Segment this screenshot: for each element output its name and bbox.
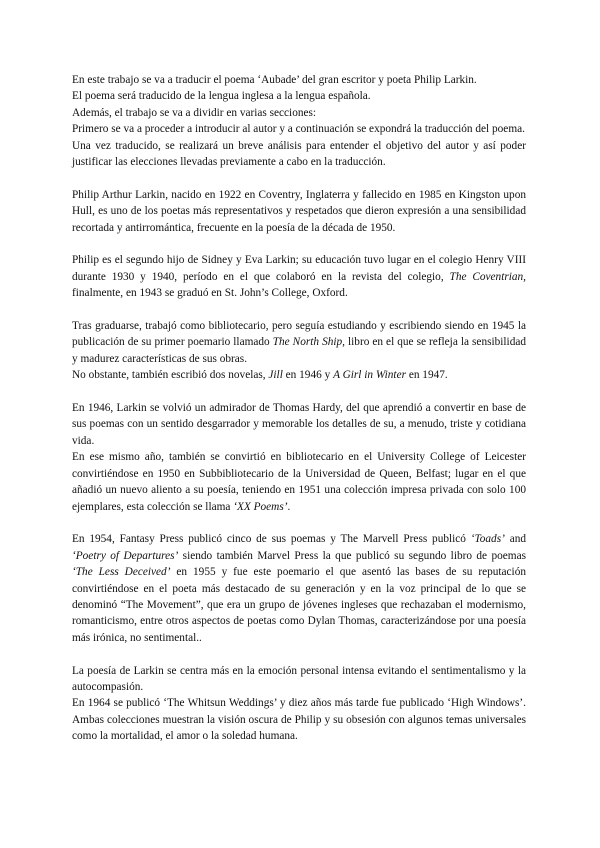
bio5-text-mid: siendo también Marvel Press la que publicó su segundo libro de poemas xyxy=(182,549,526,562)
paragraph-gap xyxy=(72,646,526,662)
bio5-and: and xyxy=(509,533,526,546)
bio-paragraph-5 xyxy=(72,531,526,646)
bio-paragraph-3 xyxy=(72,318,526,367)
style-paragraph-2: En 1964 se publicó ‘The Whitsun Weddings’ y diez años más tarde fue publicado ‘High Windows’. Ambas colecciones muestran la visión oscura de Philip y su obsesión con algunos temas universales como la mortalidad, el amor o la soledad humana. xyxy=(72,697,526,743)
bio-paragraph-4: En 1946, Larkin se volvió un admirador de Thomas Hardy, del que aprendió a convertir en base de sus poemas con un sentido desgarrador y memorable los detalles de su, a menudo, triste y cotidiana vida. xyxy=(72,402,526,447)
bio3-text: Tras graduarse, trabajó como bibliotecario, pero seguía estudiando y escribiendo siendo en 1945 la publicación de su primer poemario llamado xyxy=(72,320,526,349)
novels-text-mid: en 1946 y xyxy=(285,369,331,382)
library-text-end: . xyxy=(287,500,291,513)
novel-title-2: A Girl in Winter xyxy=(333,369,406,382)
bio2-text: Philip es el segundo hijo de Sidney y Eva Larkin; su educación tuvo lugar en el colegio Henry VIII durante 1930 y 1940, período en el que colaboró en la revista del colegio, xyxy=(72,254,526,283)
novels-text-end: en 1947. xyxy=(408,369,448,382)
paragraph-gap xyxy=(72,302,526,318)
bio5-text-end: en 1955 y fue este poemario el que asentó las bases de su reputación convirtiéndose en el poeta más destacado de su generación y en la voz principal de lo que se denominó “The Movement”, que era un grupo de jóvenes ingleses que rechazaban el modernismo, romanticismo, entre otros aspectos de poetas como Dylan Thomas, caracterizándose por una poesía más irónica, no sentimental.. xyxy=(72,566,526,644)
novel-title-1: Jill xyxy=(268,369,283,382)
intro-line-1: En este trabajo se va a traducir el poema ‘Aubade’ del gran escritor y poeta Philip Larkin. xyxy=(72,74,477,86)
bio3-text-end: libro en el que se refleja la sensibilidad y madurez características de sus obras. xyxy=(72,336,527,365)
document-body xyxy=(72,72,526,745)
bio-paragraph-1: Philip Arthur Larkin, nacido en 1922 en Coventry, Inglaterra y fallecido en 1985 en Kingston upon Hull, es uno de los poetas más representativos y respetados que dieron expresión a una sensibilidad recortada y antirromántica, frecuente en la poesía de la década de 1950. xyxy=(72,188,526,234)
book-title-less-deceived: ‘The Less Deceived’ xyxy=(72,566,171,579)
poem-title-toads: ‘Toads’ xyxy=(470,533,505,546)
bio-paragraph-2 xyxy=(72,252,526,301)
journal-title: The Coventrian, xyxy=(449,270,526,283)
poem-title-departures: ‘Poetry of Departures’ xyxy=(72,549,179,562)
intro-line-3: Además, el trabajo se va a dividir en varias secciones: xyxy=(72,106,317,119)
bio2-text-end: finalmente, en 1943 se graduó en St. John’s College, Oxford. xyxy=(72,287,348,300)
novels-line xyxy=(72,367,526,383)
intro-line-5: Una vez traducido, se realizará un breve análisis para entender el objetivo del autor y así poder justificar las elecciones llevadas previamente a cabo en la traducción. xyxy=(72,139,526,169)
first-book-title: The North Ship, xyxy=(272,336,345,349)
paragraph-gap xyxy=(72,515,526,531)
library-text: En ese mismo año, también se convirtió en bibliotecario en el University College of Leicester convirtiéndose en 1950 en Subbibliotecario de la Universidad de Queen, Belfast; lugar en el que añadió un nuevo aliento a su poesía, teniendo en 1951 una colección impresa privada con solo 100 ejemplares, esta colección se llama xyxy=(72,451,526,513)
paragraph-gap xyxy=(72,170,526,186)
bio-paragraph-4b xyxy=(72,449,526,515)
paragraph-gap xyxy=(72,236,526,252)
collection-title: ‘XX Poems’ xyxy=(233,500,288,513)
paragraph-gap xyxy=(72,384,526,400)
bio5-text: En 1954, Fantasy Press publicó cinco de sus poemas y The Marvell Press publicó xyxy=(72,533,466,546)
novels-text: No obstante, también escribió dos novelas, xyxy=(72,369,266,382)
intro-line-2: El poema será traducido de la lengua inglesa a la lengua española. xyxy=(72,90,371,103)
intro-line-4: Primero se va a proceder a introducir al autor y a continuación se expondrá la traducción del poema. xyxy=(72,123,525,136)
style-paragraph-1: La poesía de Larkin se centra más en la emoción personal intensa evitando el sentimentalismo y la autocompasión. xyxy=(72,664,526,693)
